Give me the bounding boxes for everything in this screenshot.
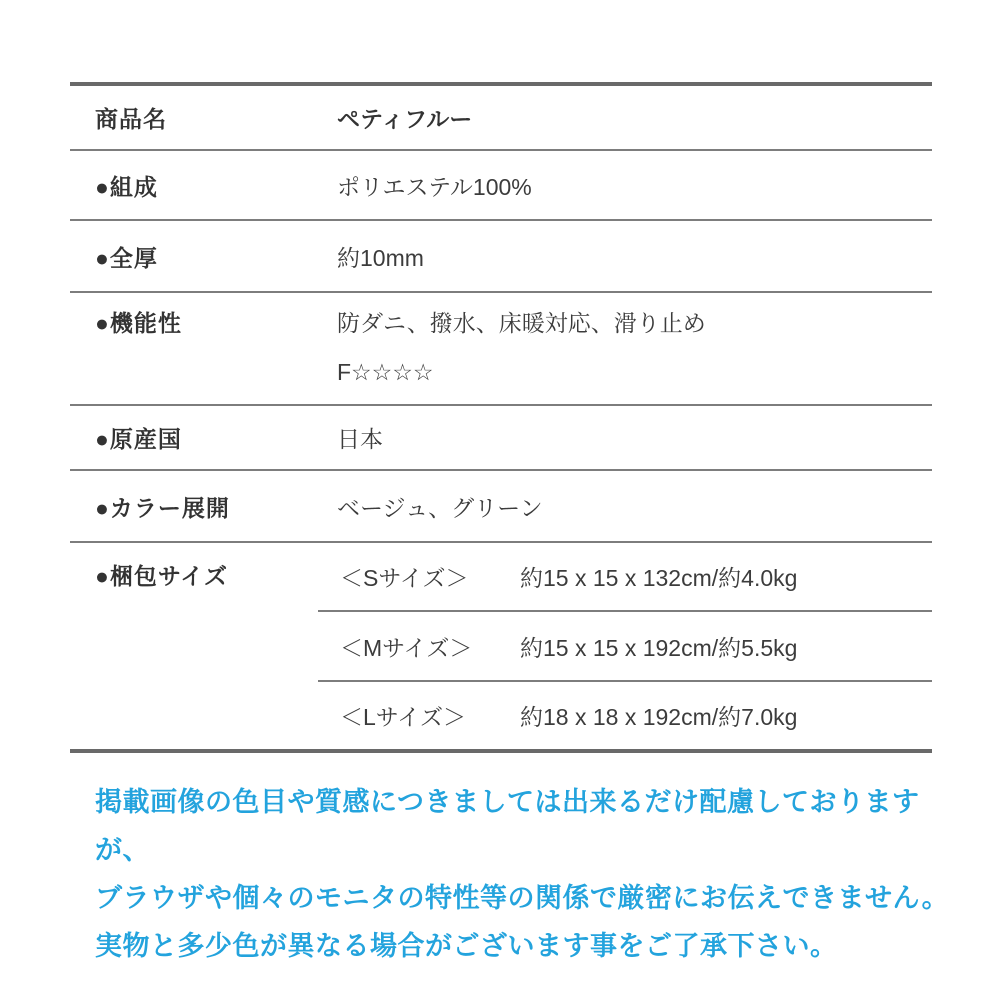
formaldehyde-rating: F☆☆☆☆ <box>337 359 434 385</box>
package-size-list <box>318 543 932 749</box>
color-disclaimer-notice <box>95 778 955 970</box>
product-spec-table <box>70 82 932 753</box>
spec-row-thickness <box>70 221 932 293</box>
package-size-spec-m: 約15 x 15 x 192cm/約5.5kg <box>520 634 798 661</box>
package-size-spec-l: 約18 x 18 x 192cm/約7.0kg <box>520 704 798 730</box>
package-size-row-l <box>318 680 932 749</box>
spec-value-product-name: ペティフルー <box>337 106 473 132</box>
package-size-spec-s: 約15 x 15 x 132cm/約4.0kg <box>520 565 798 591</box>
package-size-row-m <box>318 610 932 680</box>
spec-label-functionality: ●機能性 <box>95 310 182 336</box>
disclaimer-line-1: 掲載画像の色目や質感につきましては出来るだけ配慮しておりますが、 <box>95 787 920 865</box>
spec-label-origin: ●原産国 <box>95 426 182 452</box>
spec-row-package-size <box>70 543 932 749</box>
spec-row-composition <box>70 151 932 221</box>
spec-label-composition: ●組成 <box>95 173 158 200</box>
disclaimer-line-3: 実物と多少色が異なる場合がございます事をご了承下さい。 <box>95 931 838 961</box>
functionality-features: 防ダニ、撥水、床暖対応、滑り止め <box>337 310 706 336</box>
package-size-name-s: ＜Sサイズ＞ <box>340 565 469 591</box>
spec-row-origin <box>70 406 932 471</box>
spec-label-colors: ●カラー展開 <box>95 494 230 521</box>
package-size-name-m: ＜Mサイズ＞ <box>340 634 473 661</box>
spec-value-origin: 日本 <box>337 426 383 452</box>
spec-row-colors <box>70 471 932 543</box>
spec-value-colors: ベージュ、グリーン <box>337 494 543 521</box>
spec-label-thickness: ●全厚 <box>95 244 158 271</box>
package-size-name-l: ＜Lサイズ＞ <box>340 704 466 730</box>
spec-value-thickness: 約10mm <box>337 244 424 271</box>
spec-value-composition: ポリエステル100% <box>337 173 532 200</box>
spec-row-functionality <box>70 293 932 406</box>
spec-label-package-size: ●梱包サイズ <box>95 563 229 589</box>
spec-value-functionality <box>337 299 932 397</box>
disclaimer-line-2: ブラウザや個々のモニタの特性等の関係で厳密にお伝えできません。 <box>95 883 950 913</box>
package-size-row-s <box>318 543 932 610</box>
spec-label-product-name: 商品名 <box>95 106 167 132</box>
spec-row-product-name <box>70 86 932 151</box>
